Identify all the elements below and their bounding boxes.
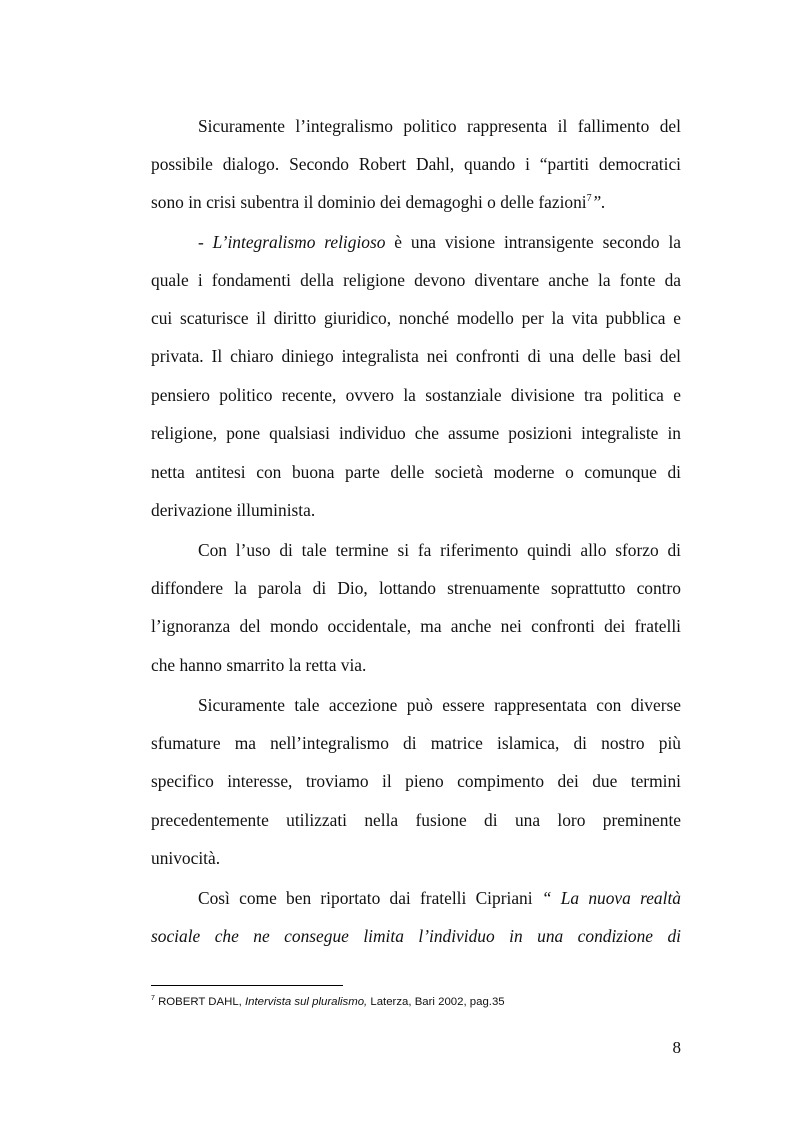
footnote-ref: 7 [586, 193, 592, 205]
footnote-details: Laterza, Bari 2002, pag.35 [367, 996, 505, 1008]
text-line [198, 231, 681, 253]
text-line: Sicuramente l’integralismo politico rappresenta il fallimento del [198, 116, 681, 136]
text-line: derivazione illuminista. [151, 500, 316, 520]
text-line: privata. Il chiaro diniego integralista nei confronti di una delle basi del [151, 346, 681, 366]
footnote [151, 994, 505, 1010]
text-span: - [198, 232, 213, 252]
italic-term: L’integralismo religioso [212, 232, 386, 252]
text-line: diffondere la parola di Dio, lottando strenuamente soprattutto contro [151, 578, 681, 598]
footnote-author: ROBERT DAHL, [154, 996, 246, 1008]
text-line: cui scaturisce il diritto giuridico, nonché modello per la vita pubblica e [151, 308, 681, 328]
text-line: l’ignoranza del mondo occidentale, ma anche nei confronti dei fratelli [151, 616, 681, 636]
text-line: specifico interesse, troviamo il pieno compimento dei due termini [151, 771, 681, 791]
text-span: è una visione intransigente secondo la [385, 232, 682, 252]
text-line: che hanno smarrito la retta via. [151, 655, 367, 675]
page-number: 8 [672, 1038, 681, 1057]
footnote-separator [151, 985, 343, 986]
text-span: Così come ben riportato dai fratelli Cipriani [198, 888, 542, 908]
text-line: sociale che ne consegue limita l’individuo in una condizione di [151, 926, 681, 946]
text-line: netta antitesi con buona parte delle società moderne o comunque di [151, 462, 681, 482]
text-line: pensiero politico recente, ovvero la sostanziale divisione tra politica e [151, 385, 681, 405]
text-line: sfumature ma nell’integralismo di matrice islamica, di nostro più [151, 733, 681, 753]
text-line: possibile dialogo. Secondo Robert Dahl, quando i “partiti democratici [151, 154, 681, 174]
text-line: precedentemente utilizzati nella fusione di una loro preminente [151, 810, 681, 830]
quote-text: “ La nuova realtà [541, 888, 681, 908]
footnote-title: Intervista sul pluralismo, [245, 996, 368, 1008]
text-line: Sicuramente tale accezione può essere rappresentata con diverse [198, 695, 681, 715]
text-span: sono in crisi subentra il dominio dei demagoghi o delle fazioni [151, 192, 587, 212]
text-line [151, 191, 681, 213]
text-line: religione, pone qualsiasi individuo che assume posizioni integraliste in [151, 423, 681, 443]
text-span: ”. [591, 192, 606, 212]
text-line: quale i fondamenti della religione devono diventare anche la fonte da [151, 270, 681, 290]
footnote-number: 7 [151, 995, 155, 1003]
text-line: univocità. [151, 848, 221, 868]
text-line [198, 887, 681, 909]
text-line: Con l’uso di tale termine si fa riferimento quindi allo sforzo di [198, 540, 681, 560]
